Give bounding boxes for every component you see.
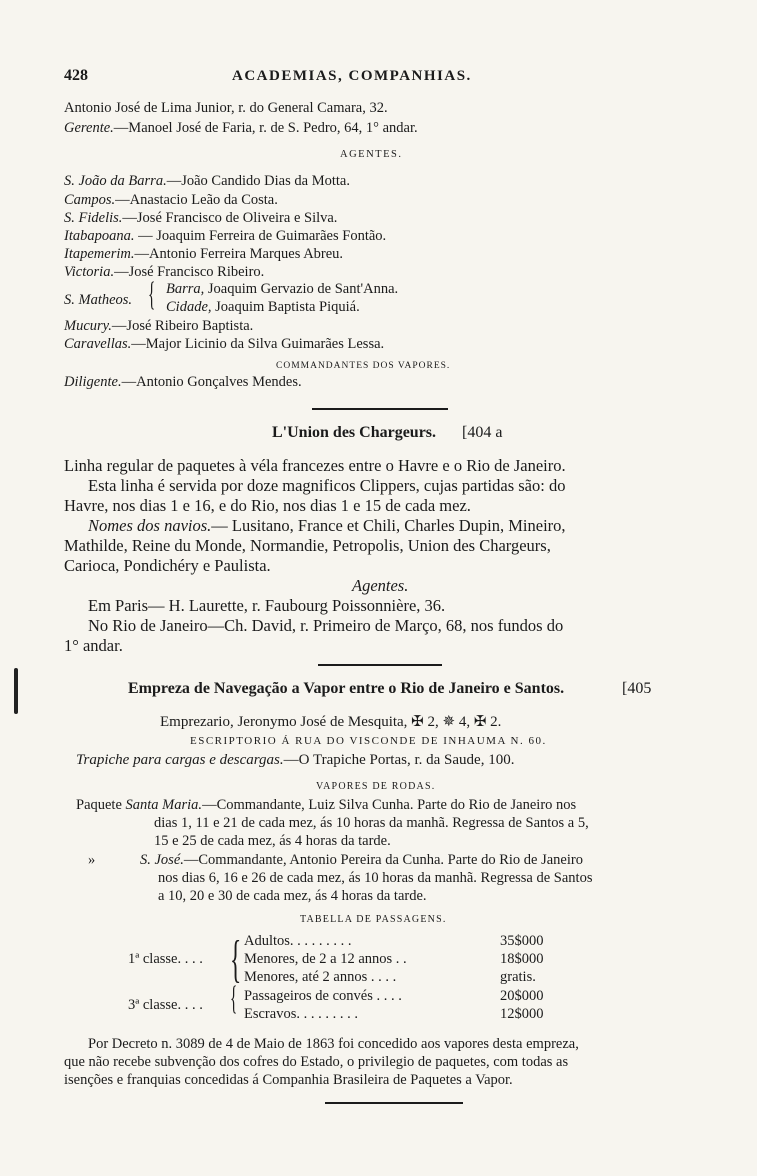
ship-name: Diligente. — [64, 374, 122, 390]
agent-entry — [64, 192, 278, 209]
paquete-text: —Commandante, Luiz Silva Cunha. Parte do Rio de Janeiro nos — [202, 797, 577, 813]
text-line: No Rio de Janeiro—Ch. David, r. Primeiro de Março, 68, nos fundos do — [88, 616, 564, 635]
text-line: 15 e 25 de cada mez, ás 4 horas da tarde. — [154, 833, 391, 849]
section-ref: [405 — [622, 680, 652, 697]
agent-place: Itabapoana. — [64, 228, 135, 244]
text-line: Carioca, Pondichéry e Paulista. — [64, 556, 271, 575]
matheos-barra-person: Joaquim Gervazio de Sant'Anna. — [204, 281, 399, 297]
agent-entry — [64, 336, 384, 353]
text-line: a 10, 20 e 30 de cada mez, ás 4 horas da tarde. — [158, 888, 427, 904]
page-title: ACADEMIAS, COMPANHIAS. — [232, 68, 472, 84]
text-line: Por Decreto n. 3089 de 4 de Maio de 1863 foi concedido aos vapores desta empreza, — [88, 1036, 579, 1052]
agent-entry — [64, 173, 350, 190]
fare-price: 12$000 — [500, 1006, 544, 1022]
emprezario-line: Emprezario, Jeronymo José de Mesquita, ✠ 2, ✵ 4, ✠ 2. — [160, 714, 502, 730]
classe-label: 1ª classe. . . . — [128, 951, 203, 967]
text-line: Mathilde, Reine du Monde, Normandie, Petropolis, Union des Chargeurs, — [64, 536, 551, 555]
section-divider — [312, 408, 448, 410]
text-line: nos dias 6, 16 e 26 de cada mez, ás 10 horas da manhã. Regressa de Santos — [158, 870, 593, 886]
text-line: isenções e franquias concedidas á Companhia Brasileira de Paquetes a Vapor. — [64, 1072, 513, 1088]
agent-entry — [64, 228, 386, 245]
text-line: Havre, nos dias 1 e 16, e do Rio, nos dias 1 e 15 de cada mez. — [64, 496, 471, 515]
agent-entry — [64, 318, 253, 335]
text-line: 1° andar. — [64, 636, 123, 655]
agent-person: — Joaquim Ferreira de Guimarães Fontão. — [134, 228, 387, 244]
agentes-heading: AGENTES. — [340, 149, 403, 160]
agent-person: —João Candido Dias da Motta. — [166, 173, 350, 189]
trapiche-text: —O Trapiche Portas, r. da Saude, 100. — [283, 752, 515, 768]
trapiche-line — [76, 752, 514, 769]
section-title: Empreza de Navegação a Vapor entre o Rio de Janeiro e Santos. — [128, 680, 565, 697]
ink-mark — [14, 668, 18, 714]
paquete-entry — [140, 852, 583, 869]
gerente-text: —Manoel José de Faria, r. de S. Pedro, 64, 1° andar. — [113, 120, 418, 136]
section-ref: [404 a — [462, 424, 503, 441]
tabella-heading: TABELLA DE PASSAGENS. — [300, 914, 447, 925]
agent-place: Campos. — [64, 192, 116, 208]
section-divider — [325, 1102, 463, 1104]
agent-place: Victoria. — [64, 264, 115, 280]
fare-label: Menores, de 2 a 12 annos . . — [244, 951, 407, 967]
paquete-name: S. José. — [140, 852, 184, 868]
agent-entry — [64, 210, 337, 227]
nomes-line — [88, 516, 566, 536]
brace: { — [230, 980, 238, 1017]
escriptorio-line: ESCRIPTORIO Á RUA DO VISCONDE DE INHAUMA N. 60. — [190, 735, 547, 747]
gerente-label: Gerente. — [64, 120, 114, 136]
agent-place: S. Fidelis. — [64, 210, 123, 226]
text-line: Antonio José de Lima Junior, r. do General Camara, 32. — [64, 100, 388, 116]
nomes-label: Nomes dos navios. — [88, 516, 212, 535]
text-line: dias 1, 11 e 21 de cada mez, ás 10 horas da manhã. Regressa de Santos a 5, — [154, 815, 589, 831]
section-divider — [318, 664, 442, 666]
matheos-cidade-person: Joaquim Baptista Piquiá. — [211, 299, 360, 315]
agent-person: —José Ribeiro Baptista. — [111, 318, 254, 334]
page-number: 428 — [64, 67, 88, 84]
classe-label: 3ª classe. . . . — [128, 997, 203, 1013]
fare-price: gratis. — [500, 969, 536, 985]
vapores-heading: VAPORES DE RODAS. — [316, 781, 436, 792]
matheos-label: S. Matheos. — [64, 292, 133, 308]
agent-place: Itapemerim. — [64, 246, 135, 262]
text-line: Linha regular de paquetes à véla francezes entre o Havre e o Rio de Janeiro. — [64, 456, 566, 475]
text-line: Em Paris— H. Laurette, r. Faubourg Poissonnière, 36. — [88, 596, 446, 615]
matheos-cidade — [166, 299, 360, 316]
text-line: Esta linha é servida por doze magnificos Clippers, cujas partidas são: do — [88, 476, 566, 495]
matheos-barra-place: Barra, — [166, 281, 205, 297]
matheos-barra — [166, 281, 398, 298]
fare-label: Escravos. . . . . . . . . — [244, 1006, 358, 1022]
section-title: L'Union des Chargeurs. — [272, 424, 437, 441]
agent-place: S. João da Barra. — [64, 173, 167, 189]
fare-price: 35$000 — [500, 933, 544, 949]
paquete-entry — [76, 797, 576, 814]
agent-person: —Antonio Ferreira Marques Abreu. — [134, 246, 344, 262]
commandante-entry — [64, 374, 302, 391]
fare-price: 20$000 — [500, 988, 544, 1004]
agent-place: Caravellas. — [64, 336, 132, 352]
commandante-person: —Antonio Gonçalves Mendes. — [121, 374, 302, 390]
text-line: que não recebe subvenção dos cofres do Estado, o privilegio de paquetes, com todas as — [64, 1054, 569, 1070]
fare-label: Menores, até 2 annos . . . . — [244, 969, 397, 985]
fare-price: 18$000 — [500, 951, 544, 967]
paquete-name: Santa Maria. — [125, 797, 203, 813]
brace: { — [148, 276, 156, 313]
nomes-text: — Lusitano, France et Chili, Charles Dupin, Mineiro, — [211, 516, 566, 535]
agent-person: —Major Licinio da Silva Guimarães Lessa. — [131, 336, 385, 352]
agent-person: —José Francisco de Oliveira e Silva. — [122, 210, 338, 226]
paquete-lead: » — [88, 852, 96, 868]
trapiche-label: Trapiche para cargas e descargas. — [76, 752, 284, 768]
agent-entry — [64, 246, 343, 263]
paquete-text: —Commandante, Antonio Pereira da Cunha. Parte do Rio de Janeiro — [183, 852, 583, 868]
fare-label: Adultos. . . . . . . . . — [244, 933, 352, 949]
paquete-lead: Paquete — [76, 797, 126, 813]
agent-place: Mucury. — [64, 318, 112, 334]
gerente-line — [64, 120, 418, 137]
brace: { — [230, 931, 242, 988]
commandantes-heading: COMMANDANTES DOS VAPORES. — [276, 361, 451, 371]
agent-person: —José Francisco Ribeiro. — [114, 264, 265, 280]
matheos-cidade-place: Cidade, — [166, 299, 212, 315]
agentes-label: Agentes. — [352, 576, 409, 595]
agent-person: —Anastacio Leão da Costa. — [115, 192, 278, 208]
fare-label: Passageiros de convés . . . . — [244, 988, 402, 1004]
agent-entry — [64, 264, 264, 281]
